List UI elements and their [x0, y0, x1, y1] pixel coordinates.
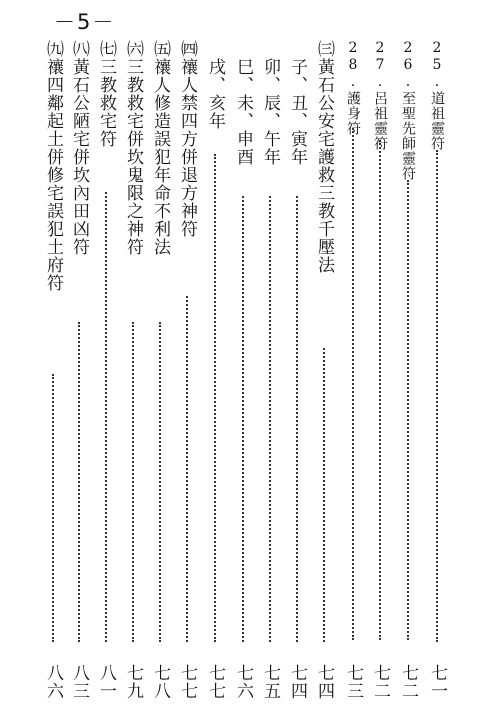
dot-leader — [186, 296, 188, 642]
toc-entry-title: 卯、辰、午年 — [260, 58, 280, 166]
toc-entry-page: 七二 — [370, 664, 390, 700]
toc-entry-page: 七三 — [343, 664, 363, 700]
toc-entry — [93, 40, 119, 700]
toc-entry — [311, 40, 337, 700]
toc-entry — [174, 40, 200, 700]
toc-entry-page: 七五 — [260, 664, 280, 700]
dot-leader — [132, 322, 134, 642]
dot-leader — [159, 322, 161, 642]
dot-leader — [214, 154, 216, 642]
toc-entry-title: ㈥三教救宅併坎鬼限之神符 — [123, 40, 143, 256]
dot-leader — [52, 374, 54, 642]
toc-entry — [147, 40, 173, 700]
toc-entry — [66, 40, 92, 700]
toc-entry-page: 八六 — [43, 664, 63, 700]
toc-entry — [424, 40, 450, 700]
dot-leader — [323, 348, 325, 642]
toc-entry-page: 七七 — [205, 664, 225, 700]
toc-entry-page: 七九 — [123, 664, 143, 700]
dot-leader — [352, 128, 354, 640]
toc-entry-title: 26.至聖先師靈符 — [400, 40, 416, 181]
toc-entry-title: 25.道祖靈符 — [429, 40, 445, 151]
toc-entry — [284, 58, 310, 700]
toc-entry — [202, 58, 228, 700]
dot-leader — [105, 192, 107, 642]
toc-entry-title: ㈢黃石公安宅護救三教千壓法 — [314, 40, 334, 274]
dot-leader — [436, 150, 438, 642]
toc-entry-title: 27.呂祖靈符 — [372, 40, 388, 151]
page-number: －5－ — [54, 10, 116, 34]
toc-entry-title: 戌、亥年 — [205, 58, 225, 130]
toc-entry-page: 七八 — [150, 664, 170, 700]
toc-entry-page: 八三 — [69, 664, 89, 700]
toc-entry-title: 巳、未、申酉 — [233, 58, 253, 166]
dot-leader — [379, 140, 381, 640]
toc-entry — [395, 40, 421, 700]
dot-leader — [269, 196, 271, 642]
toc-entry — [257, 58, 283, 700]
toc-entry-title: ㈣禳人禁四方併退方神符 — [177, 40, 197, 238]
toc-entry-page: 七四 — [314, 664, 334, 700]
toc-entry-page: 七七 — [177, 664, 197, 700]
toc-entry — [40, 40, 66, 700]
toc-entry-title: ㈦三教救宅符 — [96, 40, 116, 148]
toc-entry-title: 子、丑、寅年 — [287, 58, 307, 166]
dot-leader — [296, 196, 298, 642]
toc-entry-title: ㈨禳四鄰起土併修宅誤犯土府符 — [43, 40, 63, 292]
toc-entry-page: 七六 — [233, 664, 253, 700]
toc-entry — [367, 40, 393, 700]
dot-leader — [407, 180, 409, 640]
toc-entry-page: 七二 — [398, 664, 418, 700]
toc-entry — [230, 58, 256, 700]
toc-entry-page: 七一 — [427, 664, 447, 700]
toc-entry-page: 七四 — [287, 664, 307, 700]
toc-entry-page: 八一 — [96, 664, 116, 700]
toc-entry — [120, 40, 146, 700]
toc-entry — [340, 40, 366, 700]
toc-entry-title: ㈤禳人修造誤犯年命不利法 — [150, 40, 170, 256]
toc-entry-title: ㈧黃石公陋宅併坎內田凶符 — [69, 40, 89, 256]
dot-leader — [242, 196, 244, 642]
toc-entry-title: 28.護身符 — [345, 40, 361, 136]
dot-leader — [78, 322, 80, 642]
